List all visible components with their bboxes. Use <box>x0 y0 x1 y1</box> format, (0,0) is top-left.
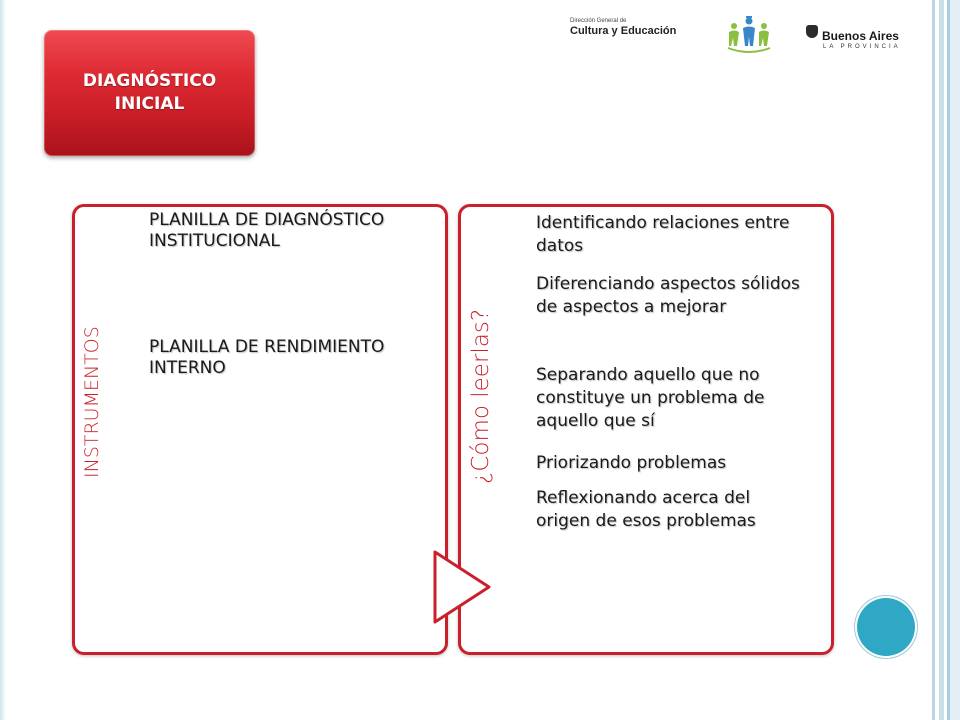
arrow-chevron-icon <box>432 549 492 625</box>
reading-item: Diferenciando aspectos sólidos de aspectos a mejorar <box>536 274 800 317</box>
reading-item: Separando aquello que no constituye un problema de aquello que sí <box>536 365 765 431</box>
instruments-label: INSTRUMENTOS <box>81 326 103 478</box>
instrument-item: PLANILLA DE DIAGNÓSTICO INSTITUCIONAL <box>149 210 385 251</box>
instruments-panel <box>72 204 448 655</box>
buenos-aires-logo-name: Buenos Aires <box>822 29 899 43</box>
left-border-decoration <box>0 0 6 720</box>
page-title: DIAGNÓSTICO INICIAL <box>82 71 217 114</box>
dgce-logo <box>570 18 676 37</box>
right-stripe-decoration <box>930 0 960 720</box>
dgce-logo-small-text: Dirección General de <box>570 18 627 24</box>
shield-icon <box>806 25 818 38</box>
reading-item: Identificando relaciones entre datos <box>536 213 790 256</box>
title-box <box>44 30 255 156</box>
reading-label: ¿Cómo leerlas? <box>468 308 494 484</box>
buenos-aires-logo <box>806 27 901 50</box>
decorative-circle-icon <box>857 598 915 656</box>
instrument-item: PLANILLA DE RENDIMIENTO INTERNO <box>149 337 385 378</box>
reading-item: Reflexionando acerca del origen de esos problemas <box>536 488 756 531</box>
buenos-aires-logo-sub: LA PROVINCIA <box>823 44 901 50</box>
reading-item: Priorizando problemas <box>536 453 727 473</box>
dgce-logo-name: Cultura y Educación <box>570 25 677 37</box>
people-logo-icon <box>726 14 772 54</box>
